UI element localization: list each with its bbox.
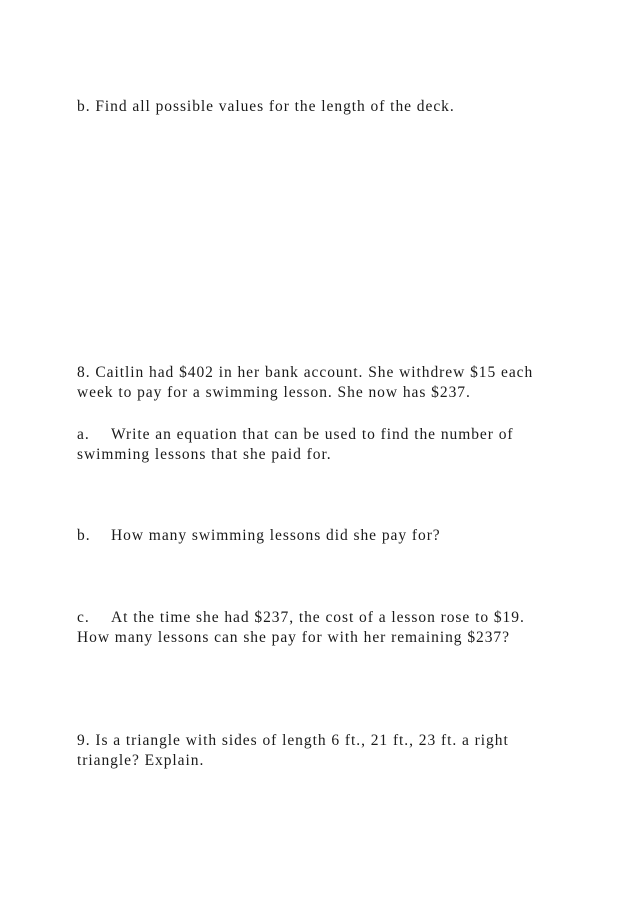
question-8c-marker: c. (77, 609, 90, 626)
question-9-line-2: triangle? Explain. (77, 752, 205, 769)
question-7b-text: b. Find all possible values for the length of the deck. (77, 98, 455, 115)
question-8b-line (77, 526, 441, 546)
question-8b-text: How many swimming lessons did she pay for? (111, 527, 441, 544)
question-8c-text: At the time she had $237, the cost of a lesson rose to $19. (111, 609, 525, 626)
question-8b-marker: b. (77, 527, 91, 544)
question-9-line-1: 9. Is a triangle with sides of length 6 ft., 21 ft., 23 ft. a right (77, 732, 509, 749)
question-8-line-2: week to pay for a swimming lesson. She now has $237. (77, 384, 471, 401)
question-8a-line-2: swimming lessons that she paid for. (77, 446, 332, 463)
question-8a-marker: a. (77, 426, 90, 443)
question-8a-line-1 (77, 425, 514, 445)
question-8c-line-2: How many lessons can she pay for with her remaining $237? (77, 629, 510, 646)
question-8-line-1: 8. Caitlin had $402 in her bank account. She withdrew $15 each (77, 364, 534, 381)
question-8c-line-1 (77, 608, 525, 628)
question-8a-text: Write an equation that can be used to find the number of (111, 426, 514, 443)
